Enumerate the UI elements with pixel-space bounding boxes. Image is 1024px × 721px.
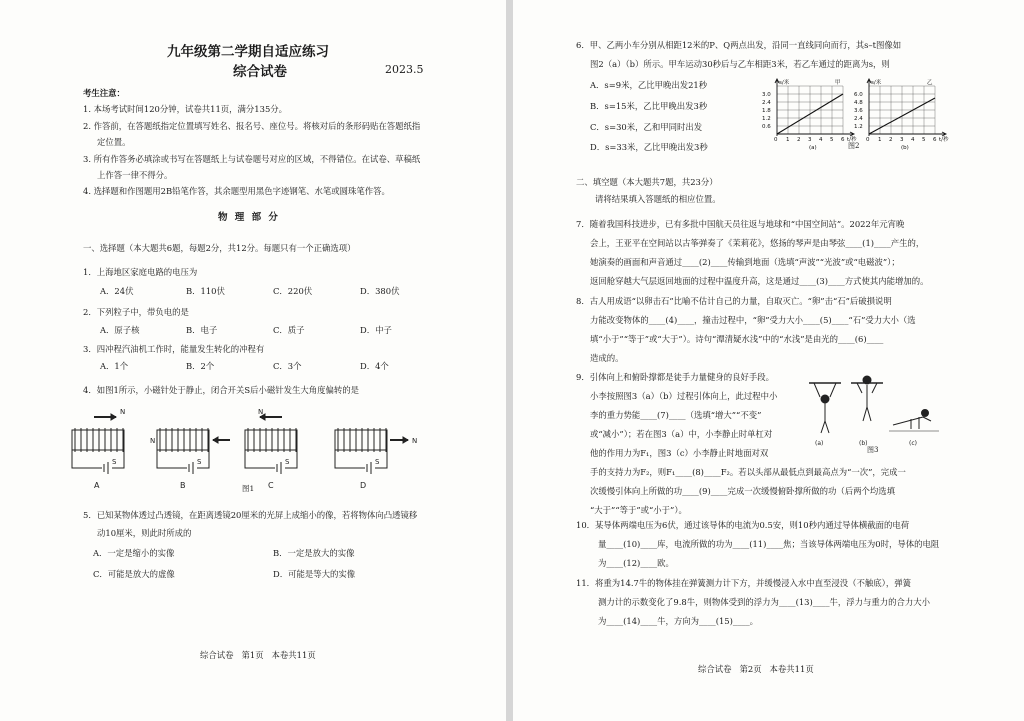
svg-text:2: 2 xyxy=(889,137,893,143)
svg-text:5: 5 xyxy=(922,137,926,143)
graph-b-xunit: t/秒 xyxy=(939,137,949,143)
fig1-label-c: C xyxy=(268,481,274,490)
exam-title: 九年级第二学期自适应练习 xyxy=(167,44,329,60)
graph-a-xunit: t/秒 xyxy=(847,137,857,143)
svg-text:2: 2 xyxy=(797,137,801,143)
figure-1-caption: 图1 xyxy=(242,484,255,493)
svg-text:1: 1 xyxy=(786,137,790,143)
figure-2-caption: 图2 xyxy=(848,142,860,150)
svg-text:0.6: 0.6 xyxy=(762,124,771,130)
q2-option-b: B．电子 xyxy=(186,325,218,335)
svg-text:6: 6 xyxy=(841,137,845,143)
page-footer-1: 综合试卷 第1页 本卷共11页 xyxy=(200,650,316,660)
svg-text:N: N xyxy=(258,408,264,416)
question-9-line8: “大于”“等于”或“小于”）。 xyxy=(590,505,687,515)
q2-option-c: C．质子 xyxy=(273,325,305,335)
question-9: 9．引体向上和俯卧撑都是徒手力量健身的良好手段。 xyxy=(576,372,774,382)
question-11: 11．将重为14.7牛的物体挂在弹簧测力计下方，并缓慢浸入水中直至浸没（不触底），弹簧 xyxy=(576,578,911,588)
question-2: 2．下列粒子中，带负电的是 xyxy=(83,307,189,317)
question-8-line4: 造成的。 xyxy=(590,353,624,363)
svg-text:S: S xyxy=(197,458,202,466)
svg-text:2.4: 2.4 xyxy=(762,100,771,106)
fig3-label-b: (b) xyxy=(859,440,868,447)
svg-text:4: 4 xyxy=(911,137,915,143)
notice-2-cont: 定位置。 xyxy=(97,137,131,147)
q5-option-d: D．可能是等大的实像 xyxy=(273,569,356,579)
question-6: 6．甲、乙两小车分别从相距12米的P、Q两点出发，沿同一直线同向而行，其s–t图像如 xyxy=(576,40,902,50)
q6-option-b: B．s=15米，乙比甲晚出发3秒 xyxy=(590,101,708,111)
graph-a-st xyxy=(759,78,859,150)
svg-text:S: S xyxy=(285,458,290,466)
notice-heading: 考生注意： xyxy=(83,88,125,98)
q3-option-d: D．4个 xyxy=(360,361,389,371)
q6-option-a: A．s=9米，乙比甲晚出发21秒 xyxy=(590,80,708,90)
question-9-line5: 他的作用力为F₁，图3（c）小李静止时地面对双 xyxy=(590,448,769,458)
page-gutter xyxy=(506,0,513,721)
part2-heading: 二、填空题（本大题共7题，共23分） xyxy=(576,177,718,187)
q5-option-b: B．一定是放大的实像 xyxy=(273,548,355,558)
question-7: 7．随着我国科技进步，已有多批中国航天员往返与地球和“中国空间站”。2022年元宵晚 xyxy=(576,219,905,229)
question-4: 4．如图1所示，小磁针处于静止，闭合开关S后小磁针发生大角度偏转的是 xyxy=(83,385,360,395)
svg-text:2.4: 2.4 xyxy=(854,116,863,122)
svg-text:3.0: 3.0 xyxy=(762,92,771,98)
fig1-solenoid-d xyxy=(335,428,408,474)
exam-subtitle: 综合试卷 xyxy=(233,64,287,80)
q5-option-a: A．一定是缩小的实像 xyxy=(93,548,175,558)
question-9-line3: 李的重力势能____(7)____（选填“增大”“不变” xyxy=(590,410,762,420)
exam-page-2 xyxy=(513,0,1024,721)
svg-text:4.8: 4.8 xyxy=(854,100,863,106)
svg-text:3.6: 3.6 xyxy=(854,108,863,114)
svg-text:4: 4 xyxy=(819,137,823,143)
question-11-line3: 为____(14)____牛，方向为____(15)____。 xyxy=(598,616,759,626)
question-8-line3: 填“小于”“等于”或“大于”）。诗句“潭清疑水浅”中的“水浅”是由光的____(6)____ xyxy=(590,334,884,344)
question-9-line2: 小李按照图3（a）（b）过程引体向上，此过程中小 xyxy=(590,391,778,401)
question-8: 8．古人用成语“以卵击石”比喻不估计自己的力量，自取灭亡。“卵”击“石”后破損说明 xyxy=(576,296,892,306)
q2-option-a: A．原子核 xyxy=(100,325,140,335)
question-8-line2: 力能改变物体的____(4)____，撞击过程中，“卵”受力大小____(5)____“石”受力大小（选 xyxy=(590,315,916,325)
question-9-line4: 或“减小”）；若在图3（a）中，小李静止时单杠对 xyxy=(590,429,773,439)
q3-option-a: A．1个 xyxy=(100,361,129,371)
svg-text:N: N xyxy=(150,437,156,445)
q1-option-c: C．220伏 xyxy=(273,286,313,296)
graph-b-caption: (b) xyxy=(901,145,909,150)
notice-3-cont: 上作答一律不得分。 xyxy=(97,170,173,180)
q5-option-c: C．可能是放大的虚像 xyxy=(93,569,175,579)
section-heading: 物 理 部 分 xyxy=(218,212,280,223)
fig1-label-a: A xyxy=(94,481,100,490)
svg-text:N: N xyxy=(120,408,126,416)
q6-option-c: C．s=30米，乙和甲同时出发 xyxy=(590,122,703,132)
question-3: 3．四冲程汽油机工作时，能量发生转化的冲程有 xyxy=(83,344,265,354)
graph-b-st xyxy=(851,78,951,150)
notice-2: 2. 作答前，在答题纸指定位置填写姓名、报名号、座位号。将核对后的条形码贴在答题纸指 xyxy=(83,121,421,131)
question-7-line2: 会上，王亚平在空间站以古筝弹奏了《茉莉花》，悠扬的琴声是由琴弦____(1)____产生的， xyxy=(590,238,925,248)
question-9-line6: 手的支持力为F₂，则F₁____(8)____F₂。若以头部从最低点到最高点为“一次”，完成一 xyxy=(590,467,906,477)
svg-text:6.0: 6.0 xyxy=(854,92,863,98)
svg-text:0: 0 xyxy=(774,137,778,143)
notice-3: 3. 所有作答务必填涂或书写在答题纸上与试卷题号对应的区域，不得错位。在试卷、草稿纸 xyxy=(83,154,421,164)
q1-option-b: B．110伏 xyxy=(186,286,225,296)
question-10: 10．某导体两端电压为6伏，通过该导体的电流为0.5安，则10秒内通过导体横截面的电荷 xyxy=(576,520,910,530)
svg-text:1.2: 1.2 xyxy=(854,124,863,130)
fig3-label-a: (a) xyxy=(815,440,824,447)
graph-b-series: 乙 xyxy=(927,80,933,86)
question-9-line7: 次缓慢引体向上所做的功____(9)____完成一次缓慢俯卧撑所做的功（后两个均选填 xyxy=(590,486,895,496)
notice-4: 4. 选择题和作图题用2B铅笔作答，其余题型用黑色字迹钢笔、水笔或圆珠笔作答。 xyxy=(83,186,390,196)
fig1-solenoid-b xyxy=(157,428,230,474)
page-footer-2: 综合试卷 第2页 本卷共11页 xyxy=(698,664,814,674)
figure-3-caption: 图3 xyxy=(867,446,879,454)
q3-option-c: C．3个 xyxy=(273,361,302,371)
q1-option-a: A．24伏 xyxy=(100,286,134,296)
part1-heading: 一、选择题（本大题共6题，每题2分，共12分。每题只有一个正确选项） xyxy=(83,243,356,253)
fig1-label-b: B xyxy=(180,481,186,490)
graph-a-yunit: s/米 xyxy=(779,80,790,86)
q1-option-d: D．380伏 xyxy=(360,286,400,296)
exam-page-1 xyxy=(0,0,506,721)
notice-1: 1. 本场考试时间120分钟，试卷共11页，满分135分。 xyxy=(83,104,288,114)
svg-text:0: 0 xyxy=(866,137,870,143)
question-10-line2: 量____(10)____库，电流所做的功为____(11)____焦；当该导体两端电压为0时，导体的电阻 xyxy=(598,539,940,549)
svg-text:3: 3 xyxy=(808,137,812,143)
q2-option-d: D．中子 xyxy=(360,325,392,335)
q3-option-b: B．2个 xyxy=(186,361,215,371)
exam-date: 2023.5 xyxy=(385,63,424,76)
question-5: 5．已知某物体透过凸透镜，在距离透镜20厘米的光屏上成缩小的像，若将物体向凸透镜移 xyxy=(83,510,418,520)
q6-option-d: D．s=33米，乙比甲晚出发3秒 xyxy=(590,142,708,152)
fig3-label-c: (c) xyxy=(909,440,917,447)
fig1-label-d: D xyxy=(360,481,367,490)
part2-note: 请将结果填入答题纸的相应位置。 xyxy=(595,194,721,204)
svg-text:S: S xyxy=(112,458,117,466)
question-7-line3: 她演奏的画面和声音通过____(2)____传输到地面（选填“声波”“光波”或“电磁波”）； xyxy=(590,257,900,267)
svg-text:1.2: 1.2 xyxy=(762,116,771,122)
svg-text:S: S xyxy=(375,458,380,466)
graph-a-series: 甲 xyxy=(835,80,841,86)
svg-text:1: 1 xyxy=(878,137,882,143)
question-11-line2: 测力计的示数变化了9.8牛，则物体受到的浮力为____(13)____牛，浮力与重力的合力大小 xyxy=(598,597,931,607)
figure-1-circuits xyxy=(60,408,420,493)
question-10-line3: 为____(12)____欧。 xyxy=(598,558,674,568)
question-6-cont: 图2（a）（b）所示。甲车运动30秒后与乙车相距3米，若乙车通过的距离为s，则 xyxy=(590,59,890,69)
graph-b-yunit: s/米 xyxy=(871,80,882,86)
question-1: 1．上海地区家庭电路的电压为 xyxy=(83,267,198,277)
question-7-line4: 返回舱穿越大气层返回地面的过程中温度升高，这是通过____(3)____方式使其内能增加的。 xyxy=(590,276,929,286)
svg-text:3: 3 xyxy=(900,137,904,143)
svg-text:1.8: 1.8 xyxy=(762,108,771,114)
svg-text:N: N xyxy=(412,437,418,445)
question-5-cont: 动10厘米，则此时所成的 xyxy=(97,528,192,538)
svg-text:6: 6 xyxy=(933,137,937,143)
svg-text:5: 5 xyxy=(830,137,834,143)
figure-3-exercise xyxy=(801,375,941,455)
graph-a-caption: (a) xyxy=(809,145,817,150)
